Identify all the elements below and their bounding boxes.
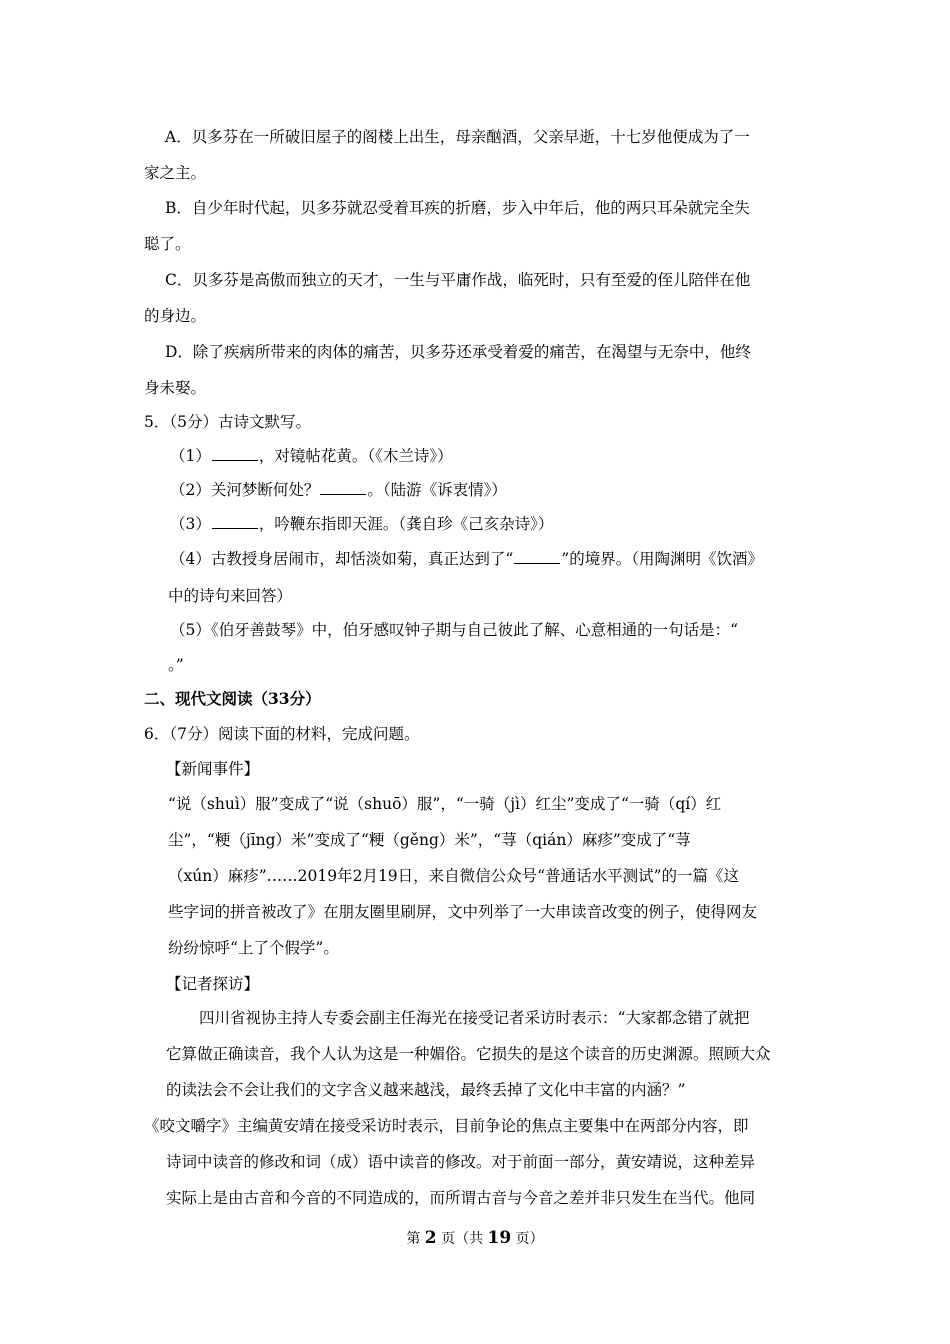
option-d-line1: D．除了疾病所带来的肉体的痛苦，贝多芬还承受着爱的痛苦，在渴望与无奈中，他终 [165, 343, 751, 361]
question-5-item-3 [170, 514, 553, 534]
answer-blank-2 [320, 480, 366, 495]
answer-blank-1 [212, 446, 258, 461]
question-5-item-4-line2: 中的诗句来回答） [168, 587, 293, 605]
option-c-line2: 的身边。 [144, 307, 207, 325]
report-line-3: 的读法会不会让我们的文字含义越来越浅，最终丢掉了文化中丰富的内涵？” [166, 1081, 686, 1099]
item-2-prefix: （2）关河梦断何处？ [170, 481, 320, 499]
item-3-prefix: （3） [170, 515, 211, 533]
answer-blank-3 [212, 514, 258, 529]
item-1-suffix: ，对镜帖花黄。（《木兰诗》） [258, 447, 453, 465]
footer-prefix: 第 [406, 1231, 421, 1247]
page-footer [0, 1228, 950, 1248]
item-2-suffix: 。（陆游《诉衷情》） [367, 481, 507, 499]
news-line-3: （xún）麻疹”……2019年2月19日，来自微信公众号“普通话水平测试”的一篇《这 [168, 867, 740, 885]
option-b-line2: 聪了。 [144, 235, 191, 253]
question-5-item-2 [170, 480, 507, 500]
question-5-stem: 5．（5分）古诗文默写。 [144, 413, 311, 431]
report-line-2: 它算做正确读音，我个人认为这是一种媚俗。它损失的是这个读音的历史渊源。照顾大众 [166, 1045, 771, 1063]
news-line-4: 些字词的拼音被改了》在朋友圈里刷屏，文中列举了一大串读音改变的例子，使得网友 [168, 903, 758, 921]
option-a-line1: A．贝多芬在一所破旧屋子的阁楼上出生，母亲酗酒，父亲早逝，十七岁他便成为了一 [165, 128, 750, 146]
question-5-item-5: （5）《伯牙善鼓琴》中，伯牙感叹钟子期与自己彼此了解、心意相通的一句话是：“ [170, 621, 739, 639]
item-1-prefix: （1） [170, 447, 211, 465]
footer-middle: 页（共 [441, 1231, 484, 1247]
news-line-1: “说（shuì）服”变成了“说（shuō）服”，“一骑（jì）红尘”变成了“一骑（qí）红 [168, 795, 722, 813]
option-b-line1: B．自少年时代起，贝多芬就忍受着耳疾的折磨，步入中年后，他的两只耳朵就完全失 [165, 199, 750, 217]
answer-blank-4 [514, 549, 560, 564]
option-c-line1: C．贝多芬是高傲而独立的天才，一生与平庸作战，临死时，只有至爱的侄儿陪伴在他 [165, 271, 751, 289]
news-line-2: 尘”，“粳（jīng）米”变成了“粳（gěng）米”，“荨（qián）麻疹”变成了“荨 [168, 831, 691, 849]
item-3-suffix: ，吟鞭东指即天涯。（龚自珍《己亥杂诗》） [258, 515, 554, 533]
footer-suffix: 页） [515, 1231, 544, 1247]
report-line-5: 诗词中读音的修改和词（成）语中读音的修改。对于前面一部分，黄安靖说，这种差异 [166, 1153, 756, 1171]
option-a-line2: 家之主。 [144, 164, 207, 182]
report-line-6: 实际上是由古音和今音的不同造成的，而所谓古音与今音之差并非只发生在当代。他同 [166, 1189, 756, 1207]
news-heading: 【新闻事件】 [166, 760, 260, 778]
section-heading: 二、现代文阅读（33分） [144, 689, 321, 708]
report-line-1: 四川省视协主持人专委会副主任海光在接受记者采访时表示：“大家都念错了就把 [199, 1009, 750, 1027]
report-heading: 【记者探访】 [166, 975, 260, 993]
question-6-stem: 6．（7分）阅读下面的材料，完成问题。 [144, 725, 420, 743]
total-pages-number: 19 [487, 1228, 512, 1248]
question-5-item-4 [170, 549, 763, 569]
item-4-prefix: （4）古教授身居闹市，却恬淡如菊，真正达到了“ [170, 550, 514, 568]
item-4-suffix: ”的境界。（用陶渊明《饮酒》 [561, 550, 763, 568]
report-line-4: 《咬文嚼字》主编黄安靖在接受采访时表示，目前争论的焦点主要集中在两部分内容，即 [144, 1117, 749, 1135]
question-5-item-1 [170, 446, 453, 466]
news-line-5: 纷纷惊呼“上了个假学”。 [168, 939, 339, 957]
question-5-item-5-line2: 。” [168, 656, 184, 674]
option-d-line2: 身未娶。 [144, 379, 207, 397]
current-page-number: 2 [424, 1228, 437, 1248]
